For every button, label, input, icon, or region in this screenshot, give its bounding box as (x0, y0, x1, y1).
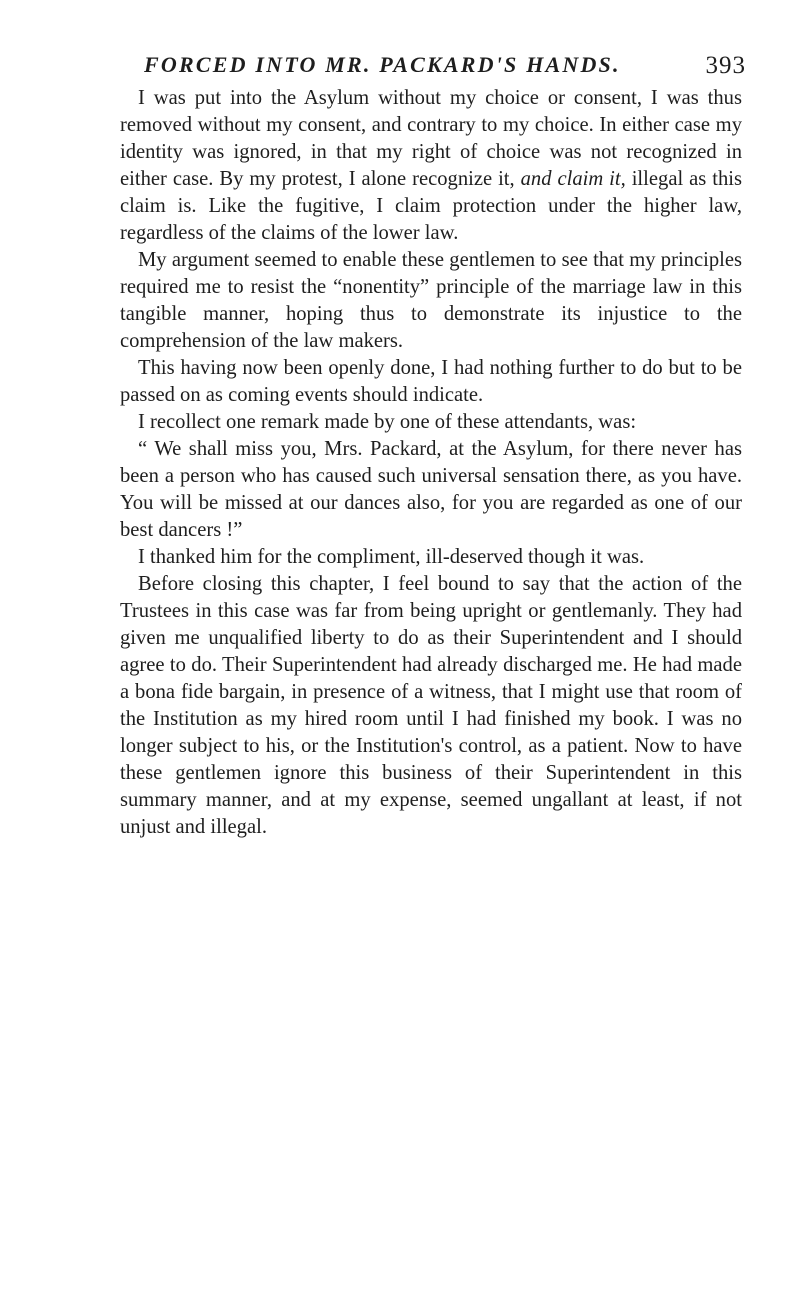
paragraph: Before closing this chapter, I feel bound to say that the action of the Trustees in this case was far from being upright or gentlemanly. They had given me unqualified liberty to do as their Superintendent and I should agree to do. Their Superintendent had already discharged me. He had made a bona fide bargain, in presence of a witness, that I might use that room of the Institution as my hired room until I had finished my book. I was no longer subject to his, or the Institution's control, as a patient. Now to have these gentlemen ignore this business of their Superintendent in this summary manner, and at my expense, seemed ungallant at least, if not unjust and illegal. (120, 573, 742, 838)
body-text (120, 85, 742, 841)
emphasized-text: and claim it, (520, 168, 626, 190)
paragraph-text: illegal as this claim is. Like the fugitive, I claim protection under the higher law, regardless of the claims of the lower law. (120, 168, 742, 244)
paragraph: I recollect one remark made by one of these attendants, was: (138, 411, 637, 433)
paragraph-text: I was put into the Asylum without my choice or consent, I was thus removed without my consent, and contrary to my choice. In either case my identity was ignored, in that my right of choice was not recognized in either case. By my protest, I alone recognize it, (120, 87, 742, 190)
paragraph: “ We shall miss you, Mrs. Packard, at the Asylum, for there never has been a person who has caused such universal sensation there, as you have. You will be missed at our dances also, for you are regarded as one of our best dancers !” (120, 438, 742, 541)
running-head (144, 52, 746, 86)
paragraph: My argument seemed to enable these gentlemen to see that my principles required me to resist the “nonentity” principle of the marriage law in this tangible manner, hoping thus to demonstrate its injustice to the comprehension of the law makers. (120, 249, 742, 352)
paragraph: I thanked him for the compliment, ill-deserved though it was. (138, 546, 645, 568)
page-number: 393 (705, 52, 746, 79)
running-title: FORCED INTO MR. PACKARD'S HANDS. (144, 52, 621, 77)
paragraph: This having now been openly done, I had nothing further to do but to be passed on as coming events should indicate. (120, 357, 742, 406)
paragraph (120, 85, 742, 247)
